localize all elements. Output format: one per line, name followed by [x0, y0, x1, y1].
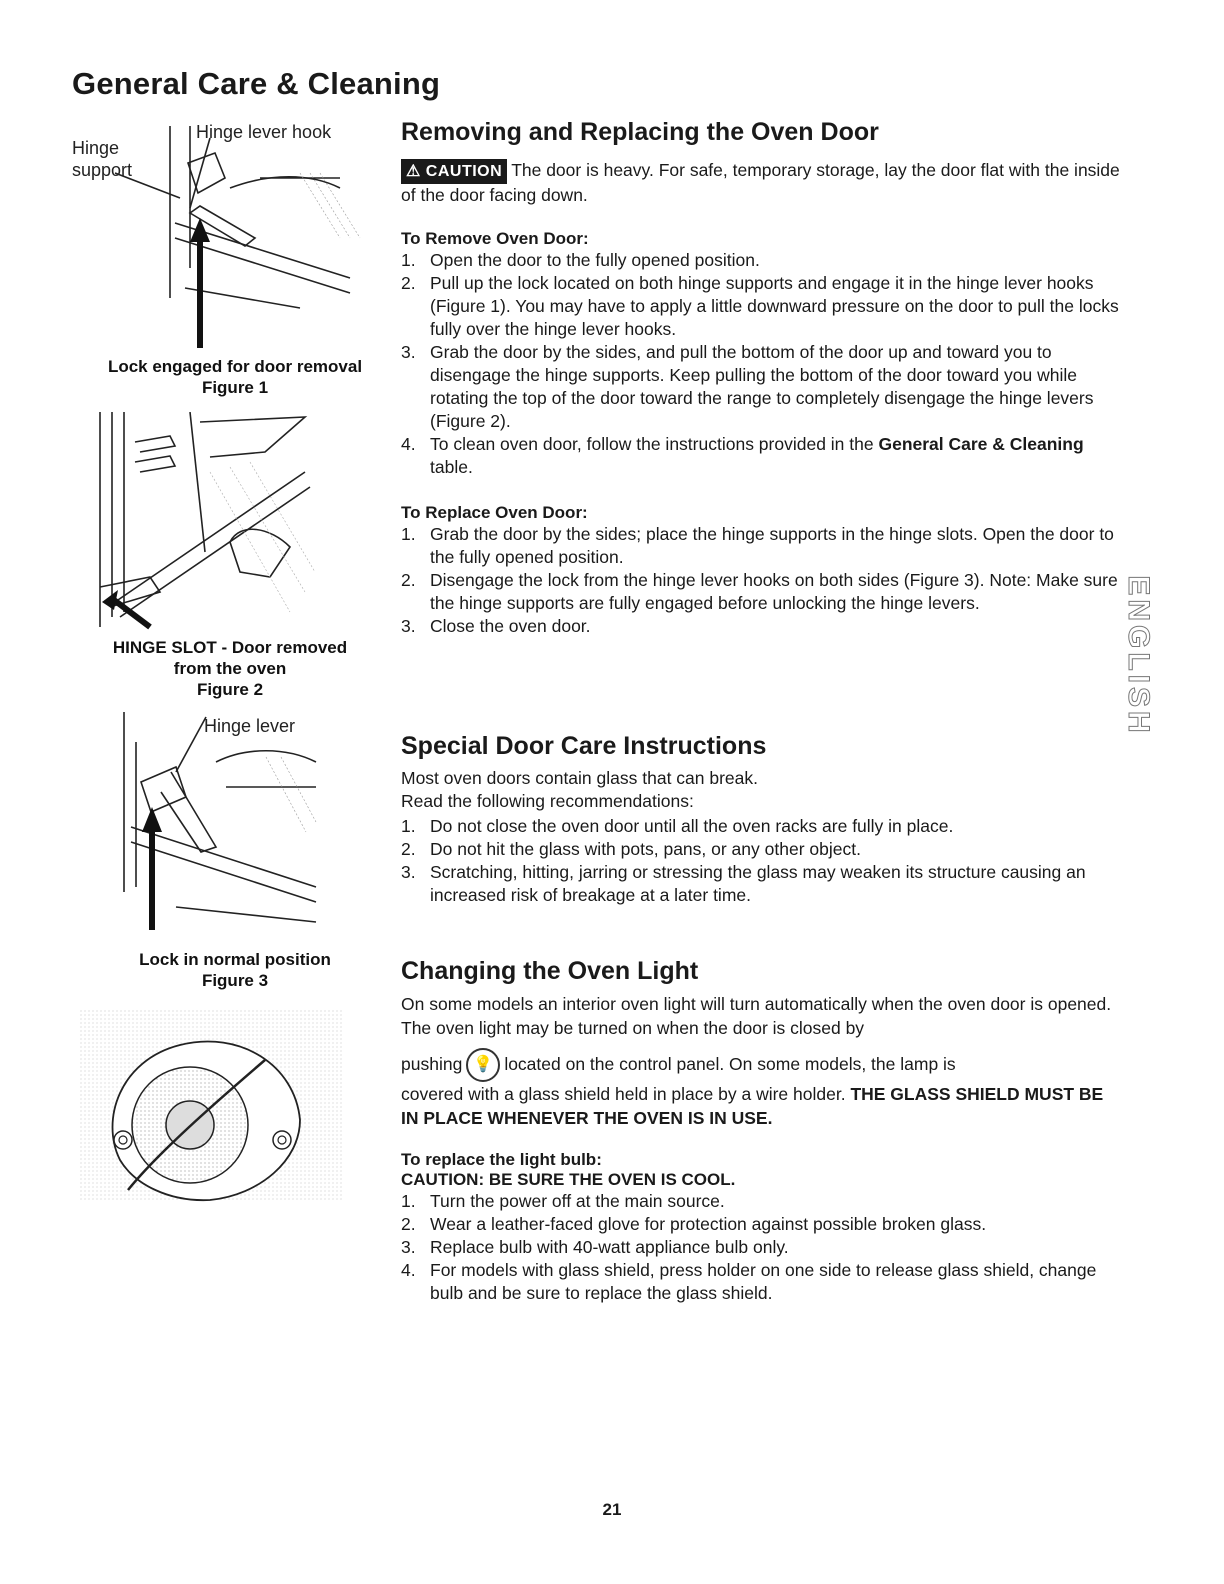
step-number: 3. [401, 1237, 416, 1258]
caution-text: The door is heavy. For safe, temporary storage, lay the door flat with the inside of the door facing down. [401, 160, 1120, 205]
list-item [401, 615, 1121, 638]
section-special-door-care-title: Special Door Care Instructions [401, 732, 767, 760]
figure-2-caption-text-2: from the oven [173, 659, 287, 678]
warning-icon: ⚠ [406, 163, 421, 180]
figure-1-caption [85, 356, 385, 398]
figure-1-number: Figure 1 [201, 378, 269, 397]
page-title: General Care & Cleaning [72, 66, 441, 101]
step-number: 1. [401, 250, 416, 270]
step-number: 3. [401, 342, 416, 362]
step-number: 3. [401, 616, 416, 636]
figure-2-caption [80, 637, 380, 700]
caution-badge-text: CAUTION [425, 163, 503, 180]
special-care-steps [401, 815, 1121, 907]
step-number: 1. [401, 816, 416, 836]
step-text: Pull up the lock located on both hinge supports and engage it in the hinge lever hooks (Figure 1). You may have to apply a little downward pressure on the door to pull the locks fully over the hinge lever hooks. [430, 273, 1119, 339]
step-text-end: table. [430, 457, 473, 477]
step-text: Do not close the oven door until all the oven racks are fully in place. [430, 816, 954, 836]
list-item [401, 341, 1121, 433]
light-bulb-illustration [80, 1010, 345, 1205]
remove-door-steps [401, 249, 1121, 479]
light-text: covered with a glass shield held in place by a wire holder. [401, 1084, 846, 1105]
step-number: 1. [401, 524, 416, 544]
list-item [401, 272, 1121, 341]
special-intro-2: Read the following recommendations: [401, 791, 694, 811]
figure-3-illustration [116, 712, 326, 937]
light-paragraph-2 [401, 1046, 1121, 1082]
step-number: 2. [401, 839, 416, 859]
step-text: Wear a leather-faced glove for protection against possible broken glass. [430, 1214, 987, 1235]
figure-2-caption-text: HINGE SLOT - Door removed [112, 638, 348, 657]
label-hinge-support-2: support [72, 160, 133, 180]
step-text: Replace bulb with 40-watt appliance bulb only. [430, 1237, 789, 1258]
light-bulb-icon: 💡 [466, 1048, 500, 1082]
caution-paragraph [401, 159, 1121, 207]
replace-bulb-caution: CAUTION: BE SURE THE OVEN IS COOL. [401, 1170, 736, 1190]
step-number: 3. [401, 862, 416, 882]
figure-2-illustration [90, 412, 330, 637]
step-text: Turn the power off at the main source. [430, 1191, 725, 1212]
step-text: Open the door to the fully opened position. [430, 250, 760, 270]
list-item [401, 1213, 1121, 1236]
step-text: Disengage the lock from the hinge lever hooks on both sides (Figure 3). Note: Make sure the hinge supports are fully engaged before unlocking the hinge levers. [430, 570, 1118, 613]
light-paragraph-3 [401, 1082, 1121, 1130]
replace-door-heading: To Replace Oven Door: [401, 503, 588, 522]
step-number: 2. [401, 273, 416, 293]
light-text: located on the control panel. On some models, the lamp is [504, 1054, 956, 1074]
step-text: Grab the door by the sides; place the hinge supports in the hinge slots. Open the door to the fully opened position. [430, 524, 1114, 567]
step-number: 2. [401, 570, 416, 590]
label-hinge-lever: Hinge lever [204, 716, 296, 736]
list-item [401, 838, 1121, 861]
section-special-door-care [401, 732, 1121, 907]
step-text: Close the oven door. [430, 616, 591, 636]
list-item [401, 523, 1121, 569]
label-hinge-lever-hook: Hinge lever hook [196, 122, 332, 142]
list-item [401, 861, 1121, 907]
figure-3-caption-text: Lock in normal position [139, 950, 331, 969]
replace-bulb-heading: To replace the light bulb: [401, 1150, 602, 1170]
list-item [401, 815, 1121, 838]
list-item [401, 1236, 1121, 1259]
language-side-tab [1118, 575, 1158, 737]
step-number: 4. [401, 1260, 416, 1281]
figure-1-caption-text: Lock engaged for door removal [107, 357, 363, 376]
list-item [401, 1259, 1121, 1305]
section-oven-door [401, 118, 1121, 638]
label-hinge-support-1: Hinge [72, 138, 120, 158]
replace-door-steps [401, 523, 1121, 638]
step-text: Scratching, hitting, jarring or stressing the glass may weaken its structure causing an increased risk of breakage at a later time. [430, 862, 1086, 905]
step-text: Grab the door by the sides, and pull the bottom of the door up and toward you to disengage the hinge supports. Keep pulling the bottom of the door toward you while rotating the top of the door toward the range to completely disengage the hinge levers (Figure 2). [430, 342, 1094, 431]
figure-3-caption [85, 949, 385, 991]
replace-bulb-steps [401, 1190, 1121, 1305]
list-item [401, 249, 1121, 272]
step-number: 1. [401, 1191, 416, 1212]
section-oven-light-title: Changing the Oven Light [401, 957, 699, 985]
language-side-tab-text: ENGLISH [1122, 575, 1155, 737]
step-text: To clean oven door, follow the instructions provided in the [430, 434, 879, 454]
figure-2-number: Figure 2 [196, 680, 264, 699]
special-intro-1: Most oven doors contain glass that can break. [401, 768, 759, 788]
section-oven-door-title: Removing and Replacing the Oven Door [401, 118, 879, 146]
figure-3-number: Figure 3 [201, 971, 269, 990]
page-number: 21 [602, 1500, 622, 1519]
step-text-bold: General Care & Cleaning [878, 434, 1084, 454]
list-item [401, 433, 1121, 479]
figure-1-illustration [70, 118, 380, 358]
step-number: 4. [401, 434, 416, 454]
list-item [401, 1190, 1121, 1213]
step-number: 2. [401, 1214, 416, 1235]
remove-door-heading: To Remove Oven Door: [401, 229, 589, 248]
step-text: Do not hit the glass with pots, pans, or any other object. [430, 839, 861, 859]
light-text: pushing [401, 1054, 463, 1074]
list-item [401, 569, 1121, 615]
light-paragraph-1: On some models an interior oven light will turn automatically when the oven door is opened. The oven light may be turned on when the door is closed by [401, 994, 1112, 1038]
step-text: For models with glass shield, press holder on one side to release glass shield, change bulb and be sure to replace the glass shield. [430, 1260, 1097, 1304]
caution-badge [401, 159, 507, 184]
glass-shield-warning: THE GLASS SHIELD MUST BE IN PLACE WHENEVER THE OVEN IS IN USE. [401, 1084, 1104, 1129]
section-oven-light [401, 957, 1121, 1305]
